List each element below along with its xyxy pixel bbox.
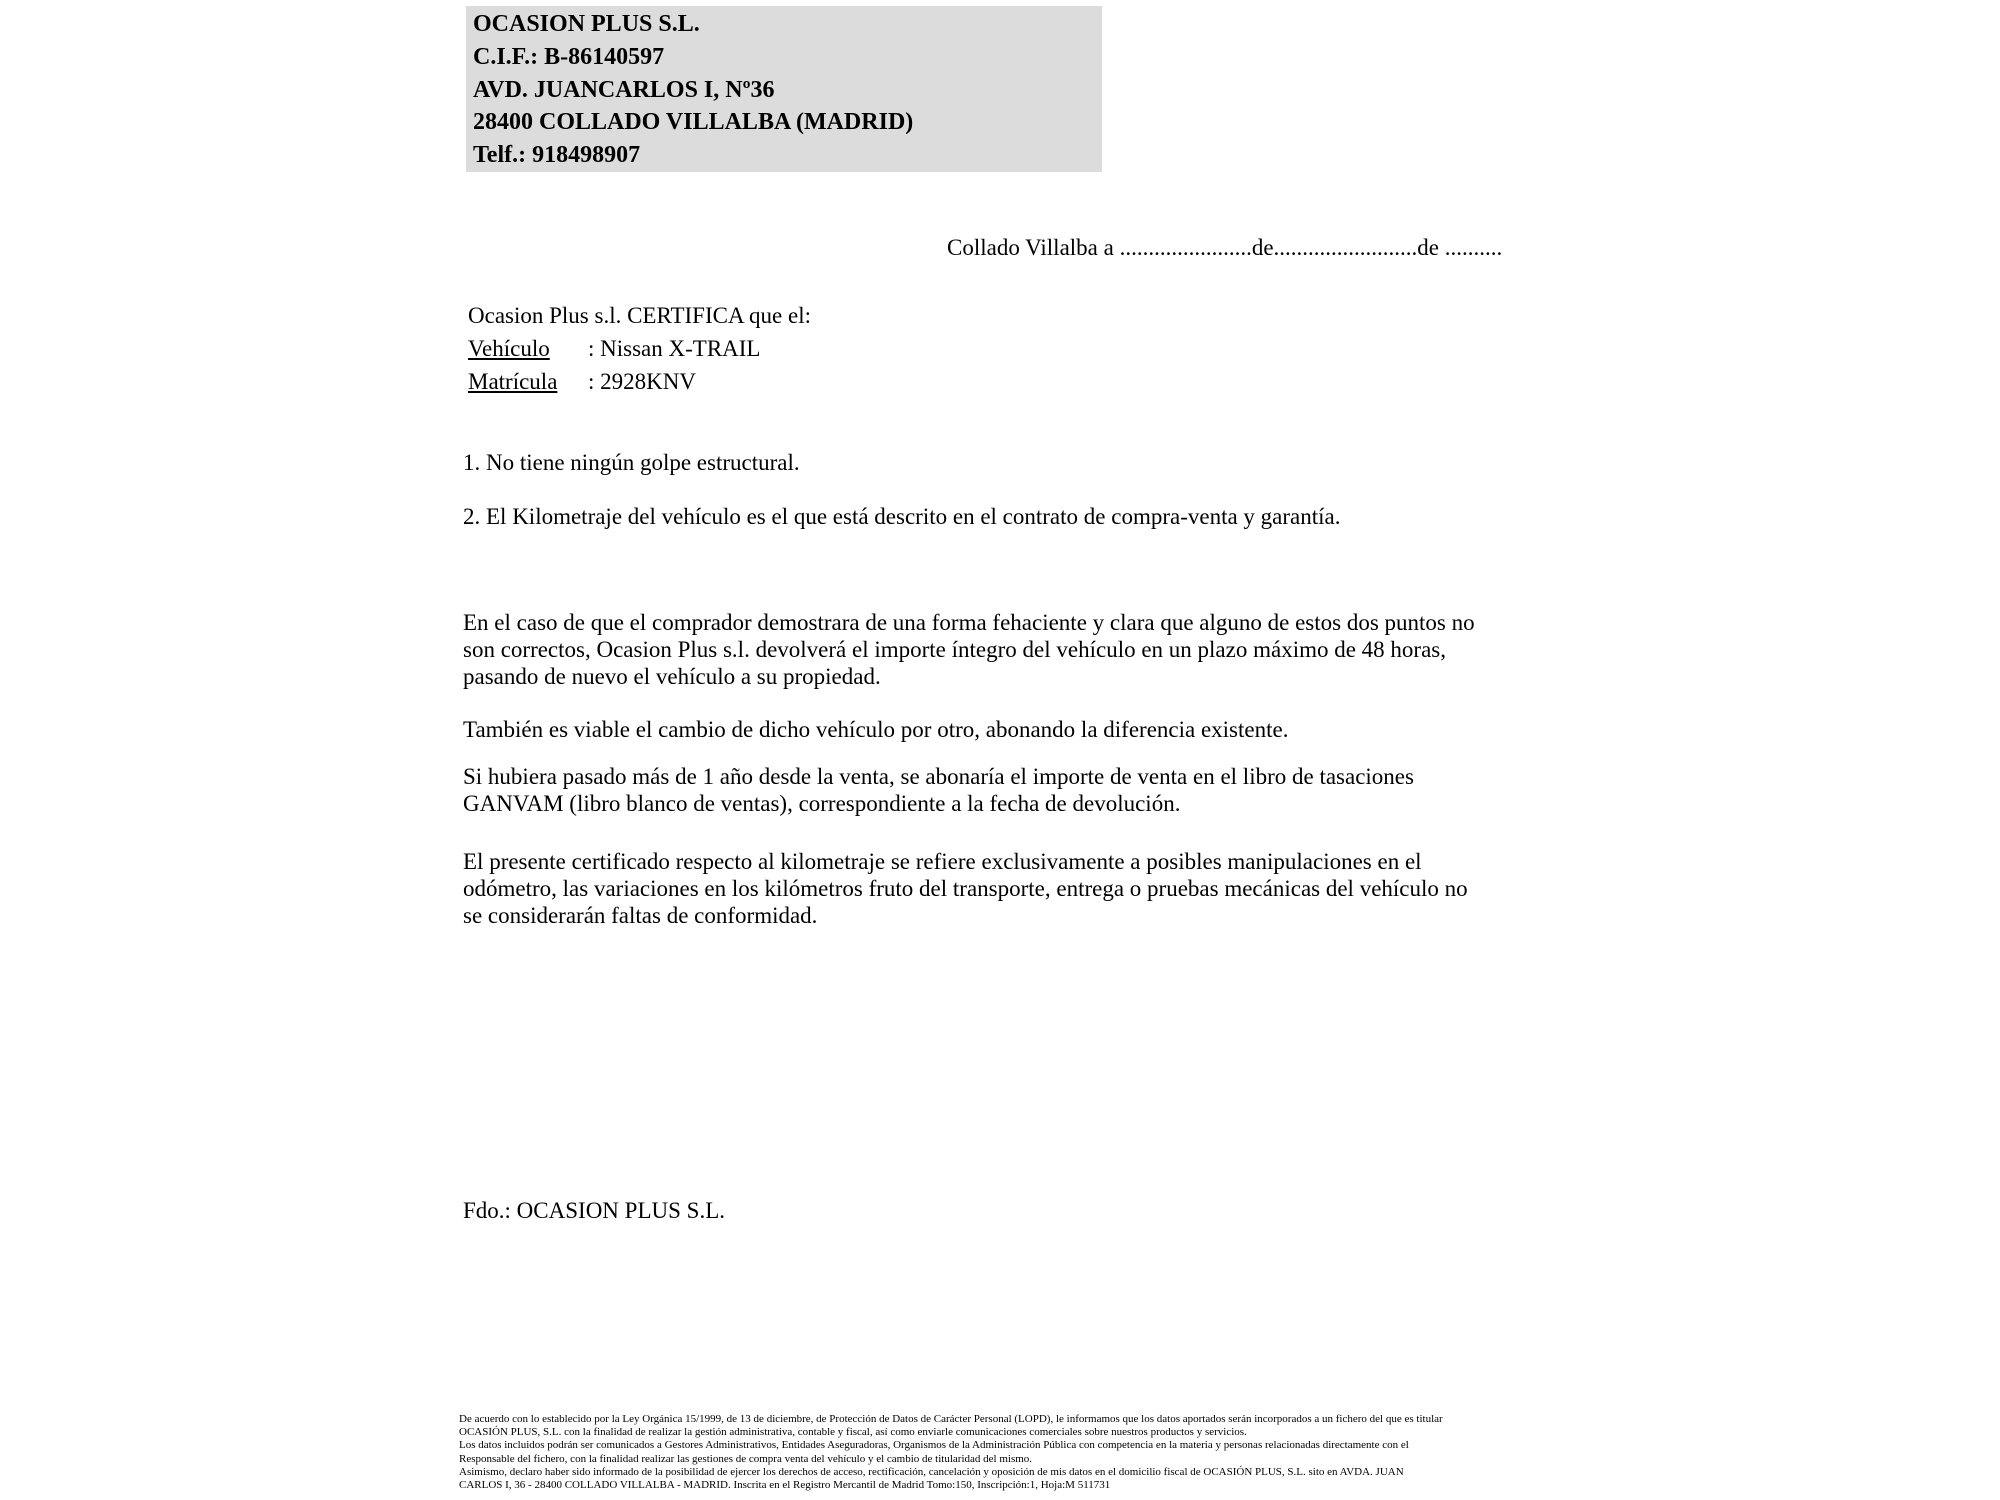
paragraph-line: son correctos, Ocasion Plus s.l. devolverá el importe íntegro del vehículo en un plazo máximo de 48 horas, bbox=[463, 637, 1447, 662]
vehicle-row bbox=[468, 332, 811, 365]
legal-footer-line: OCASIÓN PLUS, S.L. con la finalidad de realizar la gestión administrativa, contable y fiscal, así como enviarle comunicaciones comerciales sobre nuestros productos y servicios. bbox=[459, 1426, 1247, 1439]
signature-line: Fdo.: OCASION PLUS S.L. bbox=[463, 1198, 725, 1223]
paragraph-line: se considerarán faltas de conformidad. bbox=[463, 903, 818, 928]
body-paragraph-exchange bbox=[463, 716, 1288, 743]
legal-footer-line: Asimismo, declaro haber sido informado de la posibilidad de ejercer los derechos de acceso, rectificación, cancelación y oposición de mis datos en el domicilio fiscal de OCASIÓN PLUS, S.L. sito en AVDA. JUAN bbox=[459, 1465, 1404, 1478]
letterhead-cif: C.I.F.: B-86140597 bbox=[473, 43, 665, 70]
body-paragraph-refund bbox=[463, 609, 1475, 690]
date-line: Collado Villalba a .......................de.........................de .......... bbox=[947, 235, 1503, 260]
letterhead-phone: Telf.: 918498907 bbox=[473, 142, 641, 169]
certification-block bbox=[468, 299, 811, 398]
paragraph-line: En el caso de que el comprador demostrara de una forma fehaciente y clara que alguno de estos dos puntos no bbox=[463, 610, 1475, 635]
legal-footer-line: CARLOS I, 36 - 28400 COLLADO VILLALBA - MADRID. Inscrita en el Registro Mercantil de Madrid Tomo:150, Inscripción:1, Hoja:M 511731 bbox=[459, 1479, 1111, 1492]
paragraph-line: El presente certificado respecto al kilometraje se refiere exclusivamente a posibles manipulaciones en el bbox=[463, 849, 1422, 874]
legal-footer-line: Los datos incluidos podrán ser comunicados a Gestores Administrativos, Entidades Aseguradoras, Organismos de la Administración Pública con competencia en la materia y personas relacionadas directamente con el bbox=[459, 1439, 1409, 1452]
paragraph-line: odómetro, las variaciones en los kilómetros fruto del transporte, entrega o pruebas mecánicas del vehículo no bbox=[463, 876, 1468, 901]
legal-footer-line: De acuerdo con lo establecido por la Ley Orgánica 15/1999, de 13 de diciembre, de Protección de Datos de Carácter Personal (LOPD), le informamos que los datos aportados serán incorporados a un fichero del que es titular bbox=[459, 1413, 1443, 1425]
vehicle-value: : Nissan X-TRAIL bbox=[588, 336, 761, 361]
paragraph-line: Si hubiera pasado más de 1 año desde la venta, se abonaría el importe de venta en el libro de tasaciones bbox=[463, 764, 1414, 789]
legal-footer bbox=[459, 1413, 1443, 1492]
plate-row bbox=[468, 365, 811, 398]
plate-value: : 2928KNV bbox=[588, 369, 696, 394]
letterhead-address: AVD. JUANCARLOS I, Nº36 bbox=[473, 76, 775, 103]
certification-intro: Ocasion Plus s.l. CERTIFICA que el: bbox=[468, 303, 811, 328]
certification-point-1: 1. No tiene ningún golpe estructural. bbox=[463, 450, 800, 475]
vehicle-label: Vehículo bbox=[468, 336, 550, 361]
body-paragraph-ganvam bbox=[463, 763, 1414, 817]
paragraph-line: También es viable el cambio de dicho vehículo por otro, abonando la diferencia existente. bbox=[463, 717, 1289, 742]
plate-label: Matrícula bbox=[468, 369, 558, 394]
body-paragraph-odometer bbox=[463, 848, 1468, 929]
certification-point-2: 2. El Kilometraje del vehículo es el que está descrito en el contrato de compra-venta y garantía. bbox=[463, 504, 1341, 529]
letterhead-city: 28400 COLLADO VILLALBA (MADRID) bbox=[473, 109, 914, 136]
legal-footer-line: Responsable del fichero, con la finalidad realizar las gestiones de compra venta del vehículo y el cambio de titularidad del mismo. bbox=[459, 1452, 1033, 1465]
paragraph-line: pasando de nuevo el vehículo a su propiedad. bbox=[463, 664, 881, 689]
letterhead-company-name: OCASION PLUS S.L. bbox=[473, 11, 700, 37]
company-letterhead bbox=[466, 6, 1102, 172]
paragraph-line: GANVAM (libro blanco de ventas), correspondiente a la fecha de devolución. bbox=[463, 791, 1181, 816]
